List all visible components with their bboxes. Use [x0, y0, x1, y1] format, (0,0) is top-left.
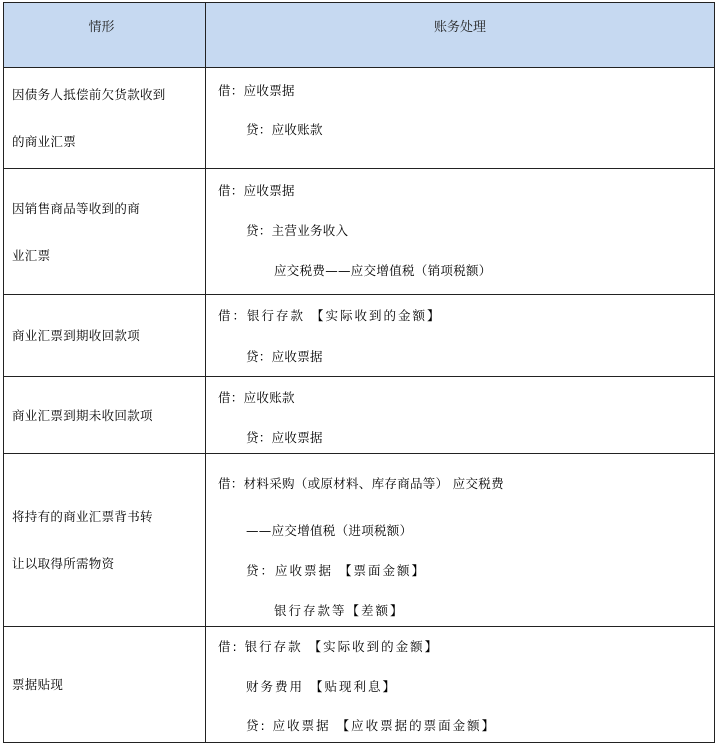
situation-cell	[4, 169, 206, 294]
situation-cell	[4, 627, 206, 742]
accounting-table	[3, 2, 715, 743]
entry-line: 借: 银行存款 【实际收到的金额】	[218, 639, 440, 654]
entry-line: 借：应收票据	[218, 83, 295, 98]
entry-line: 贷: 应收票据 【应收票据的票面金额】	[246, 718, 497, 733]
entry-line: 贷：应收票据	[246, 349, 323, 364]
situation-line: 让以取得所需物资	[12, 556, 115, 571]
entry-line: 财务费用 【贴现利息】	[246, 679, 397, 694]
entry-cell	[206, 295, 714, 376]
header-accounting: 账务处理	[433, 20, 486, 35]
situation-line: 商业汇票到期收回款项	[12, 328, 141, 343]
situation-cell	[4, 377, 206, 453]
entry-line: 银行存款等【差额】	[274, 603, 405, 618]
entry-line: 贷：应收票据 【票面金额】	[246, 563, 426, 578]
situation-line: 票据贴现	[12, 677, 64, 692]
situation-cell	[4, 295, 206, 376]
entry-line: 贷：主营业务收入	[246, 223, 349, 238]
entry-line: 贷：应收票据	[246, 430, 323, 445]
entry-cell	[206, 169, 714, 294]
entry-cell	[206, 454, 714, 626]
table-header	[3, 2, 715, 68]
situation-cell	[4, 68, 206, 168]
entry-line: 借：银行存款 【实际收到的金额】	[218, 308, 442, 323]
entry-line: 应交税费——应交增值税（销项税额）	[274, 263, 492, 278]
entry-cell	[206, 627, 714, 742]
table-row	[3, 295, 715, 377]
situation-line: 业汇票	[12, 247, 51, 263]
situation-line: 因债务人抵偿前欠货款收到	[12, 87, 166, 102]
situation-cell	[4, 454, 206, 626]
entry-line: 借：材料采购（或原材料、库存商品等） 应交税费	[218, 476, 504, 491]
situation-line: 因销售商品等收到的商	[12, 200, 141, 216]
entry-cell	[206, 68, 714, 168]
table-row	[3, 377, 715, 454]
header-situation: 情形	[4, 3, 206, 67]
entry-line: ——应交增值税（进项税额）	[246, 523, 413, 538]
table-row	[3, 68, 715, 169]
entry-line: 借：应收账款	[218, 390, 295, 405]
entry-line: 贷：应收账款	[246, 122, 323, 137]
table-row	[3, 454, 715, 627]
entry-line: 借：应收票据	[218, 183, 295, 198]
table-row	[3, 169, 715, 295]
situation-line: 的商业汇票	[12, 134, 77, 149]
table-row	[3, 627, 715, 743]
entry-cell	[206, 377, 714, 453]
situation-line: 将持有的商业汇票背书转	[12, 509, 153, 524]
situation-line: 商业汇票到期未收回款项	[12, 407, 153, 423]
